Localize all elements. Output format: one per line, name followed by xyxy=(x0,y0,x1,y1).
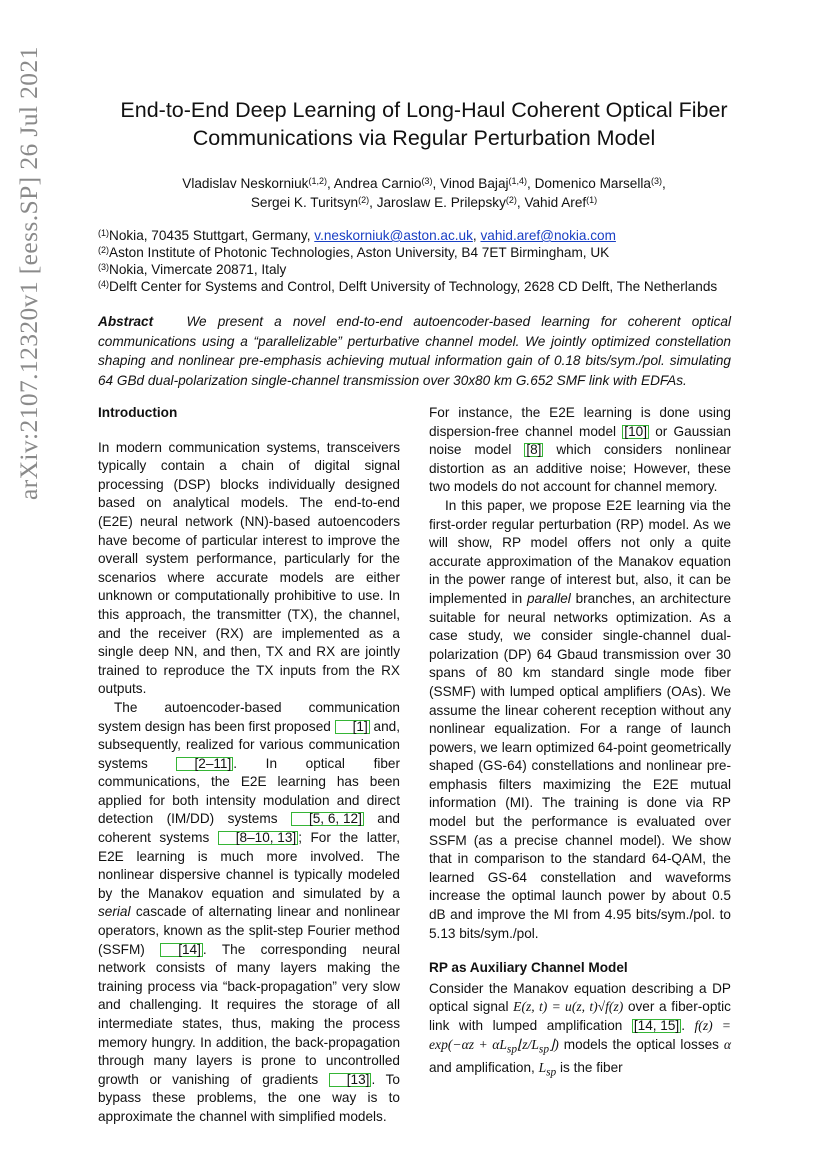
author-affil-sup: (1) xyxy=(586,195,598,205)
text-run: is the fiber xyxy=(556,1059,623,1075)
author-name: Vladislav Neskorniuk xyxy=(182,176,309,191)
author-name: Vahid Aref xyxy=(524,195,587,210)
text-run: over a fiber-optic link with lumped amplification xyxy=(429,999,731,1033)
email-link[interactable]: v.neskorniuk@aston.ac.uk xyxy=(314,228,473,243)
right-column xyxy=(429,404,731,1082)
author-name: Vinod Bajaj xyxy=(440,176,509,191)
text-run: . In optical fiber communications, the E2E learning has been applied for both intensity modulation and direct detection (IM/DD) systems xyxy=(98,755,401,827)
math-sub: sp xyxy=(506,1043,517,1056)
text-run: and amplification, xyxy=(429,1059,539,1075)
paragraph: In modern communication systems, transceivers typically contain a chain of digital signal processing (DSP) blocks individually designed based on analytical models. The end-to-end (E2E) neural network (NN)-based autoencoders have become of particular interest to improve the overall system performance, particularly for the scenarios where accurate models are either unknown or computationally prohibitive to use. In this approach, the transmitter (TX), the channel, and the receiver (RX) are implemented as a single deep NN, and then, TX and RX are jointly trained to reproduce the TX inputs from the RX outputs. xyxy=(98,439,400,697)
text-run: . xyxy=(681,1018,695,1033)
math-part: L xyxy=(538,1059,547,1075)
affil-sup: (1) xyxy=(98,228,109,238)
author-affil-sup: (2) xyxy=(505,195,517,205)
affil-separator: , xyxy=(472,228,481,243)
abstract xyxy=(98,312,731,390)
math-part: ⌋) xyxy=(549,1036,559,1052)
text-run: or Gaussian noise model xyxy=(429,423,731,458)
title-line-2: Communications via Regular Perturbation Model xyxy=(192,126,656,150)
abstract-text: We present a novel end-to-end autoencoder-based learning for coherent optical communications using a “parallelizable” perturbative channel model. We jointly optimized constellation shaping and nonlinear pre-emphasis achieving mutual information gain of 0.18 bits/sym./pol. simulating 64 GBd dual-polarization single-channel transmission over 30x80 km G.652 SMF link with EDFAs. xyxy=(98,314,731,388)
text-run: In this paper, we propose E2E learning via the first-order regular perturbation (RP) model. As we will show, RP model offers not only a quite accurate approximation of the Manakov equation in the power range of interest but, also, it can be implemented in xyxy=(429,497,731,606)
text-run: The autoencoder-based communication system design has been first proposed xyxy=(98,699,400,734)
text-run: and coherent systems xyxy=(98,811,400,846)
title-line-1: End-to-End Deep Learning of Long-Haul Coherent Optical Fiber xyxy=(120,98,728,122)
section-heading-introduction: Introduction xyxy=(98,405,178,420)
affil-sup: (4) xyxy=(98,279,109,289)
math-inline: E(z, t) = u(z, t)√f(z) xyxy=(513,999,624,1015)
affil-text: Delft Center for Systems and Control, Delft University of Technology, 2628 CD Delft, The Netherlands xyxy=(109,279,718,294)
affil-text: Nokia, Vimercate 20871, Italy xyxy=(109,262,287,277)
citation-link[interactable]: [5, 6, 12] xyxy=(291,812,364,826)
author-affil-sup: (3) xyxy=(421,176,433,186)
affiliation-1 xyxy=(98,227,758,244)
math-part: f(z) = exp(−αz + αL xyxy=(429,1018,731,1052)
text-run: branches, an architecture suitable for neural networks optimization. As a case study, we consider single-channel dual-polarization (DP) 64 Gbaud transmission over 30 spans of 80 km standard single mode fiber (SSMF) with lumped optical amplifiers (OAs). We assume the linear coherent reception without any nonlinear equalization. For a range of launch powers, we learn optimized 64-point geometrically shaped (GS-64) constellations and nonlinear pre-emphasis filters maximizing the E2E mutual information (MI). The training is done via RP model but the performance is evaluated over SSFM (as a precise channel model). We show that in comparison to the standard 64-QAM, the learned GS-64 constellation and waveforms increase the optimal launch power by about 0.5 dB and improve the MI from 4.95 bits/sym./pol. to 5.13 bits/sym./pol. xyxy=(429,590,732,941)
text-run: . The corresponding neural network consists of many layers making the training process via “back-propagation” very slow and challenging. It requires the storage of all intermediate states, thus, making the process memory hungry. In addition, the back-propagation through many layers is prone to uncontrolled growth or vanishing of gradients xyxy=(98,941,400,1087)
text-run: Consider the Manakov equation describing a DP optical signal xyxy=(429,980,731,1015)
affiliation-3 xyxy=(98,261,758,278)
citation-link[interactable]: [13] xyxy=(329,1073,372,1087)
emphasis: parallel xyxy=(526,590,571,606)
citation-link[interactable]: [2–11] xyxy=(176,757,233,771)
affil-sup: (2) xyxy=(98,245,109,255)
paragraph xyxy=(429,980,731,1082)
citation-link[interactable]: [8] xyxy=(526,442,542,458)
author-name: Andrea Carnio xyxy=(333,176,422,191)
section-heading-rp-model: RP as Auxiliary Channel Model xyxy=(429,960,628,976)
paragraph xyxy=(429,497,731,943)
text-run: . To bypass these problems, the one way is to approximate the channel with simplified models. xyxy=(98,1071,400,1124)
paragraph xyxy=(429,404,731,497)
affiliation-2 xyxy=(98,244,758,261)
text-run: models the optical losses xyxy=(558,1036,724,1052)
affil-sup: (3) xyxy=(98,262,109,272)
math-sub: sp xyxy=(538,1043,549,1056)
emphasis: serial xyxy=(98,904,131,920)
author-affil-sup: (1,4) xyxy=(508,176,528,186)
math-inline xyxy=(538,1059,557,1079)
author-affil-sup: (2) xyxy=(358,195,370,205)
citation-link[interactable]: [14] xyxy=(160,943,203,957)
author-name: Sergei K. Turitsyn xyxy=(250,195,359,210)
left-column xyxy=(98,404,400,1127)
citation-link[interactable]: [1] xyxy=(335,720,370,734)
citation-link[interactable]: [8–10, 13] xyxy=(218,831,298,845)
text-run: ; For the latter, E2E learning is much more involved. The nonlinear dispersive channel is typically modeled by the Manakov equation and simulated by a xyxy=(98,830,400,901)
author-list: Vladislav Neskorniuk$^{(1,2)}$, Andrea Carnio$^{(3)}$, Vinod Bajaj$^{(1,4)}$, Domenico Marsella$^{(3)}$, Sergei K. Turitsyn$^{(2)}$, Jaroslaw E. Prilepsky$^{(2)}$, Vahid Aref$^{(1)}$ xyxy=(182,176,666,210)
arxiv-stamp: arXiv:2107.12320v1 [eess.SP] 26 Jul 2021 xyxy=(14,46,43,500)
affil-text: Aston Institute of Photonic Technologies, Aston University, B4 7ET Birmingham, UK xyxy=(109,245,610,260)
affil-text: Nokia, 70435 Stuttgart, Germany, xyxy=(109,228,315,243)
citation-link[interactable]: [10] xyxy=(624,423,647,439)
math-sub: sp xyxy=(546,1066,557,1079)
math-inline: α xyxy=(723,1036,732,1052)
text-run: and, subsequently, realized for various communication systems xyxy=(98,718,401,771)
author-affil-sup: (3) xyxy=(650,176,662,186)
citation-link[interactable]: [14, 15] xyxy=(633,1018,680,1033)
paragraph xyxy=(98,699,400,1127)
author-name: Domenico Marsella xyxy=(534,176,651,191)
email-link[interactable]: vahid.aref@nokia.com xyxy=(480,228,616,243)
text-run: For instance, the E2E learning is done using dispersion-free channel model xyxy=(429,405,731,439)
math-part: ⌊z/L xyxy=(516,1036,539,1052)
text-run: cascade of alternating linear and nonlinear operators, known as the split-step Fourier method (SSFM) xyxy=(98,904,400,957)
affiliations xyxy=(98,227,758,295)
author-name: Jaroslaw E. Prilepsky xyxy=(376,195,506,210)
abstract-label: Abstract xyxy=(98,314,154,329)
author-affil-sup: (1,2) xyxy=(308,176,327,186)
affiliation-4 xyxy=(98,278,758,295)
text-run: which considers nonlinear distortion as an additive noise; However, these two models do not account for channel memory. xyxy=(429,442,732,495)
paper-title xyxy=(90,96,758,152)
